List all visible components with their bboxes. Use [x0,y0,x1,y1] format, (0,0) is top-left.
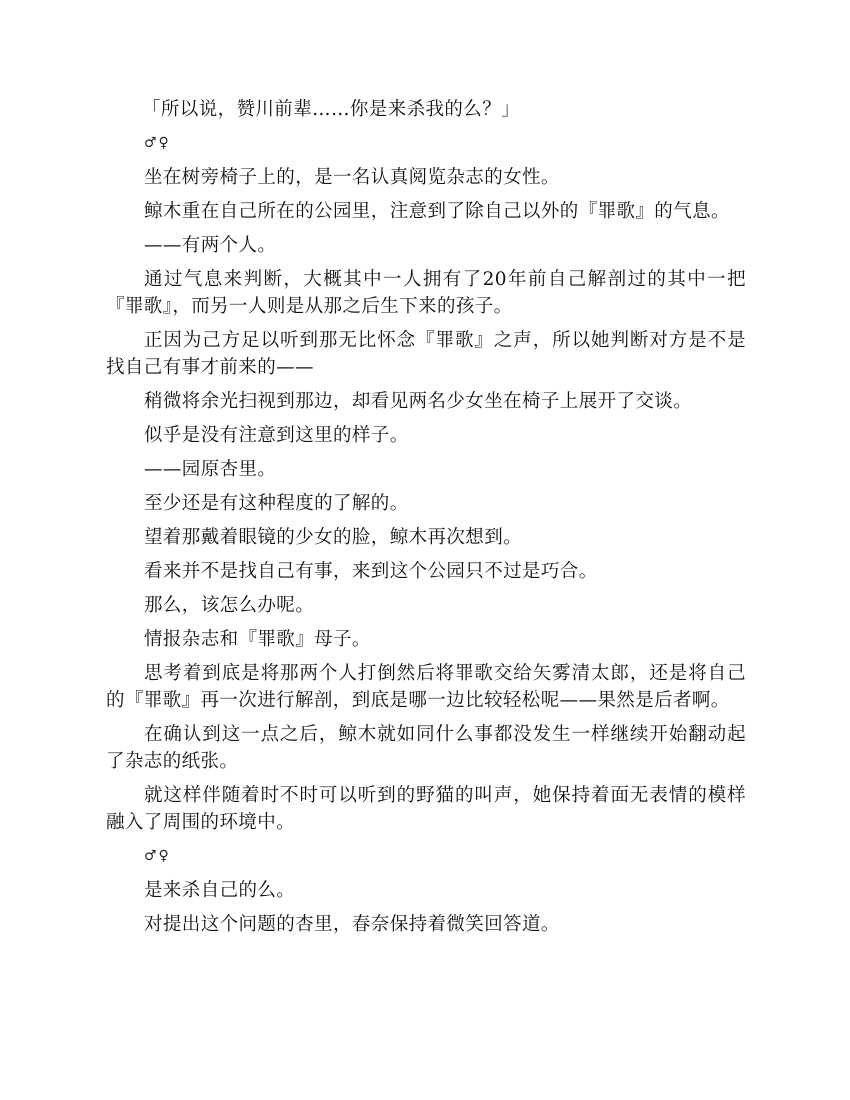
paragraph: 通过气息来判断，大概其中一人拥有了20年前自己解剖过的其中一把『罪歌』，而另一人则是从那之后生下来的孩子。 [106,269,746,317]
paragraph: 稍微将余光扫视到那边，却看见两名少女坐在椅子上展开了交谈。 [144,391,693,412]
paragraph: 坐在树旁椅子上的，是一名认真阅览杂志的女性。 [144,167,560,188]
paragraph: 对提出这个问题的杏里，春奈保持着微笑回答道。 [144,914,560,935]
paragraph: 至少还是有这种程度的了解的。 [144,493,409,514]
paragraph: 正因为己方足以听到那无比怀念『罪歌』之声，所以她判断对方是不是找自己有事才前来的—— [106,330,746,378]
paragraph: 望着那戴着眼镜的少女的脸，鲸木再次想到。 [144,527,523,548]
paragraph: 在确认到这一点之后，鲸木就如同什么事都没发生一样继续开始翻动起了杂志的纸张。 [106,724,746,772]
document-page [106,96,746,945]
paragraph: 是来杀自己的么。 [144,880,296,901]
paragraph: 「所以说，赞川前辈……你是来杀我的么？」 [142,99,521,120]
paragraph: ——有两个人。 [144,235,277,256]
paragraph: 情报杂志和『罪歌』母子。 [144,629,371,650]
paragraph: 似乎是没有注意到这里的样子。 [144,425,409,446]
paragraph: 鲸木重在自己所在的公园里，注意到了除自己以外的『罪歌』的气息。 [144,201,730,222]
paragraph: 看来并不是找自己有事，来到这个公园只不过是巧合。 [144,561,598,582]
section-divider: ♂♀ [144,848,171,864]
paragraph: 思考着到底是将那两个人打倒然后将罪歌交给矢雾清太郎，还是将自己的『罪歌』再一次进行解剖，到底是哪一边比较轻松呢——果然是后者啊。 [106,663,746,711]
paragraph: 那么，该怎么办呢。 [144,595,315,616]
paragraph: 就这样伴随着时不时可以听到的野猫的叫声，她保持着面无表情的模样融入了周围的环境中。 [106,785,746,833]
section-divider: ♂♀ [144,135,171,151]
paragraph: ——园原杏里。 [144,459,277,480]
